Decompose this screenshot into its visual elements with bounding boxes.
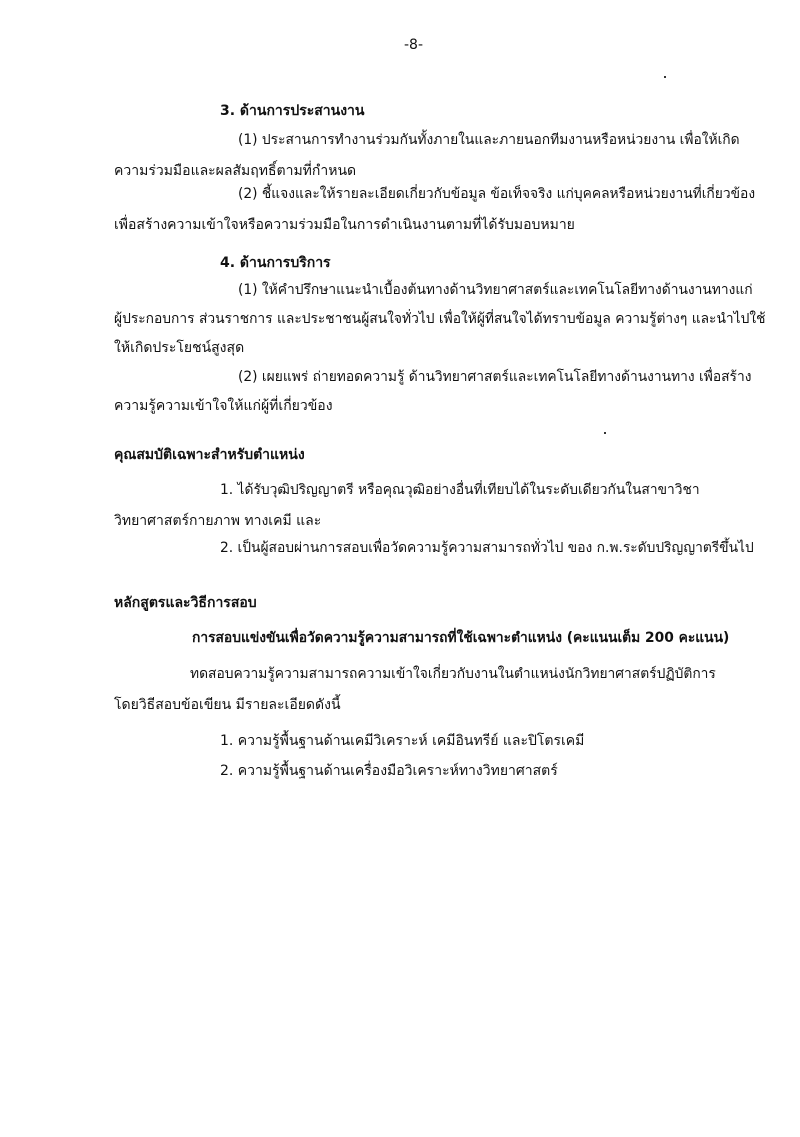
scan-speck bbox=[664, 76, 666, 78]
exam-item-1: 1. ความรู้พื้นฐานด้านเคมีวิเคราะห์ เคมีอินทรีย์ และปิโตรเคมี bbox=[220, 733, 585, 749]
section-4-item-1-line-1: (1) ให้คำปรึกษาแนะนำเบื้องต้นทางด้านวิทยาศาสตร์และเทคโนโลยีทางด้านงานทางแก่ bbox=[238, 282, 753, 298]
exam-subheading: การสอบแข่งขันเพื่อวัดความรู้ความสามารถที่ใช้เฉพาะตำแหน่ง (คะแนนเต็ม 200 คะแนน) bbox=[192, 630, 730, 646]
qualifications-item-1-line-1: 1. ได้รับวุฒิปริญญาตรี หรือคุณวุฒิอย่างอื่นที่เทียบได้ในระดับเดียวกันในสาขาวิชา bbox=[220, 482, 700, 498]
section-3-item-1-line-2: ความร่วมมือและผลสัมฤทธิ์ตามที่กำหนด bbox=[114, 163, 357, 179]
section-4-heading: 4. ด้านการบริการ bbox=[220, 255, 331, 271]
page-number: -8- bbox=[404, 37, 424, 53]
section-4-item-2-line-1: (2) เผยแพร่ ถ่ายทอดความรู้ ด้านวิทยาศาสตร์และเทคโนโลยีทางด้านงานทาง เพื่อสร้าง bbox=[238, 369, 752, 385]
exam-heading: หลักสูตรและวิธีการสอบ bbox=[114, 595, 257, 611]
exam-description-line-1: ทดสอบความรู้ความสามารถความเข้าใจเกี่ยวกับงานในตำแหน่งนักวิทยาศาสตร์ปฏิบัติการ bbox=[190, 666, 716, 682]
section-4-item-1-line-2: ผู้ประกอบการ ส่วนราชการ และประชาชนผู้สนใจทั่วไป เพื่อให้ผู้ที่สนใจได้ทราบข้อมูล ความรู้ต่างๆ และนำไปใช้ bbox=[114, 311, 766, 327]
exam-description-line-2: โดยวิธีสอบข้อเขียน มีรายละเอียดดังนี้ bbox=[114, 697, 341, 713]
section-3-item-2-line-2: เพื่อสร้างความเข้าใจหรือความร่วมมือในการดำเนินงานตามที่ได้รับมอบหมาย bbox=[114, 217, 575, 233]
section-3-item-1-line-1: (1) ประสานการทำงานร่วมกันทั้งภายในและภายนอกทีมงานหรือหน่วยงาน เพื่อให้เกิด bbox=[238, 132, 740, 148]
qualifications-heading: คุณสมบัติเฉพาะสำหรับตำแหน่ง bbox=[114, 447, 305, 463]
scan-speck bbox=[604, 432, 606, 434]
exam-item-2: 2. ความรู้พื้นฐานด้านเครื่องมือวิเคราะห์ทางวิทยาศาสตร์ bbox=[220, 763, 558, 779]
qualifications-item-2: 2. เป็นผู้สอบผ่านการสอบเพื่อวัดความรู้ความสามารถทั่วไป ของ ก.พ.ระดับปริญญาตรีขึ้นไป bbox=[220, 540, 754, 556]
section-3-heading: 3. ด้านการประสานงาน bbox=[220, 103, 365, 119]
qualifications-item-1-line-2: วิทยาศาสตร์กายภาพ ทางเคมี และ bbox=[114, 513, 322, 529]
section-4-item-2-line-2: ความรู้ความเข้าใจให้แก่ผู้ที่เกี่ยวข้อง bbox=[114, 398, 333, 414]
section-3-item-2-line-1: (2) ชี้แจงและให้รายละเอียดเกี่ยวกับข้อมูล ข้อเท็จจริง แก่บุคคลหรือหน่วยงานที่เกี่ยวข้อง bbox=[238, 186, 756, 202]
section-4-item-1-line-3: ให้เกิดประโยชน์สูงสุด bbox=[114, 340, 245, 356]
